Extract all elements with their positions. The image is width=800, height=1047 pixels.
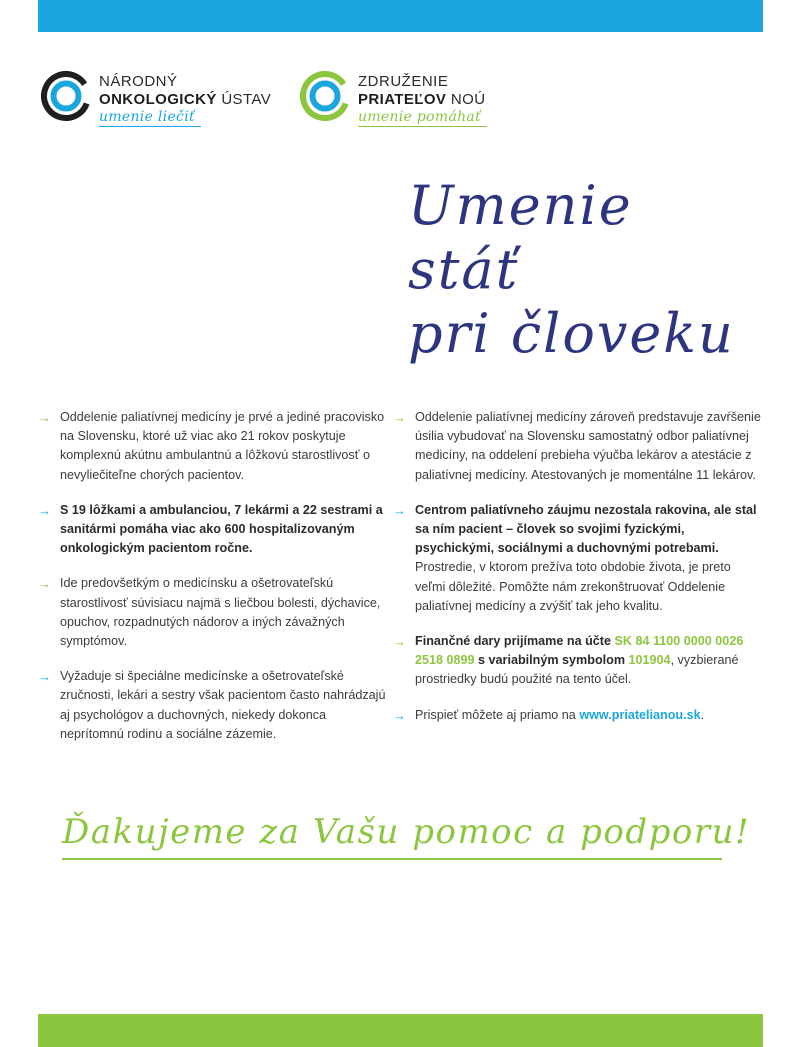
right-column — [393, 408, 763, 741]
arrow-right-icon: → — [393, 634, 406, 650]
arrow-right-icon: → — [38, 576, 51, 592]
logo-zdruzenie-priatelov-nou — [297, 66, 517, 130]
arrow-right-icon: → — [38, 669, 51, 685]
paragraph: → Prispieť môžete aj priamo na www.priatelianou.sk. — [393, 706, 763, 725]
headline-line: Umenie — [408, 174, 633, 237]
arrow-right-icon: → — [393, 707, 406, 723]
paragraph: → Ide predovšetkým o medicínsku a ošetrovateľskú starostlivosť súvisiacu najmä s liečbou bolesti, dýchavice, opuchov, rozpadnutých nádorov a iných závažných symptómov. — [38, 576, 381, 649]
paragraph: → S 19 lôžkami a ambulanciou, 7 lekármi a 22 sestrami a sanitármi pomáha viac ako 600 hospitalizovaným onkologickým pacientom ročne. — [38, 502, 383, 556]
thanks-message: Ďakujeme za Vašu pomoc a podporu! — [62, 812, 751, 852]
logo-tagline: umenie liečiť — [99, 109, 195, 125]
headline-line: pri človeku — [408, 302, 735, 365]
logo-line-2: ONKOLOGICKÝ ÚSTAV — [99, 91, 272, 108]
logo-line-2: PRIATEĽOV NOÚ — [358, 91, 486, 108]
arrow-right-icon: → — [38, 410, 51, 425]
paragraph: → Oddelenie paliatívnej medicíny je prvé a jediné pracovisko na Slovensku, ktoré už viac ako 21 rokov poskytuje komplexnú akútnu ambulantnú a lôžkovú starostlivosť o nevyliečiteľne chorých pacientov. — [38, 410, 385, 482]
logo-line-1: ZDRUŽENIE — [358, 73, 449, 90]
variable-symbol: 101904 — [628, 653, 671, 668]
paragraph: → Oddelenie paliatívnej medicíny zároveň predstavuje zavŕšenie úsilia vybudovať na Slovensku samostatný odbor paliatívnej medicíny, na oddelení prebieha výučba lekárov a atestácie z paliatívnej medicíny. Atestovaných je momentálne 11 lekárov. — [393, 410, 761, 482]
page-headline — [408, 174, 788, 366]
circle-logo-icon — [297, 68, 353, 124]
donation-paragraph: → Finančné dary prijímame na účte SK 84 1100 0000 0026 2518 0899 s variabilným symbolom 101904, vyzbierané prostriedky budú použité na tento účel. — [393, 634, 744, 687]
logo-tagline: umenie pomáhať — [358, 109, 481, 125]
headline-line: stáť — [408, 238, 520, 301]
bottom-color-bar — [38, 1014, 763, 1047]
thanks-underline — [62, 858, 722, 860]
logo-narodny-onkologicky-ustav — [38, 66, 298, 130]
circle-logo-icon — [38, 68, 94, 124]
bank-account: SK 84 1100 0000 0026 2518 0899 — [415, 634, 744, 668]
left-column — [38, 408, 393, 760]
website-link[interactable]: www.priatelianou.sk — [579, 707, 701, 722]
paragraph: → Vyžaduje si špeciálne medicínske a ošetrovateľské zručnosti, lekári a sestry však pacientom často nahrádzajú aj psychológov a duchovných, niekedy dokonca neprítomnú rodinu a sociálne zázemie. — [38, 669, 386, 741]
top-color-bar — [38, 0, 763, 32]
arrow-right-icon: → — [393, 502, 406, 518]
paragraph: → Centrom paliatívneho záujmu nezostala rakovina, ale stal sa ním pacient – človek so svojimi fyzickými, psychickými, sociálnymi a duchovnými potrebami. Prostredie, v ktorom prežíva toto obdobie života, je preto veľmi dôležité. Pomôžte nám zrekonštruovať Oddelenie paliatívnej medicíny a zvýšiť tak jeho kvalitu. — [393, 502, 757, 613]
arrow-right-icon: → — [38, 502, 51, 518]
logo-line-1: NÁRODNÝ — [99, 73, 178, 90]
arrow-right-icon: → — [393, 410, 406, 425]
